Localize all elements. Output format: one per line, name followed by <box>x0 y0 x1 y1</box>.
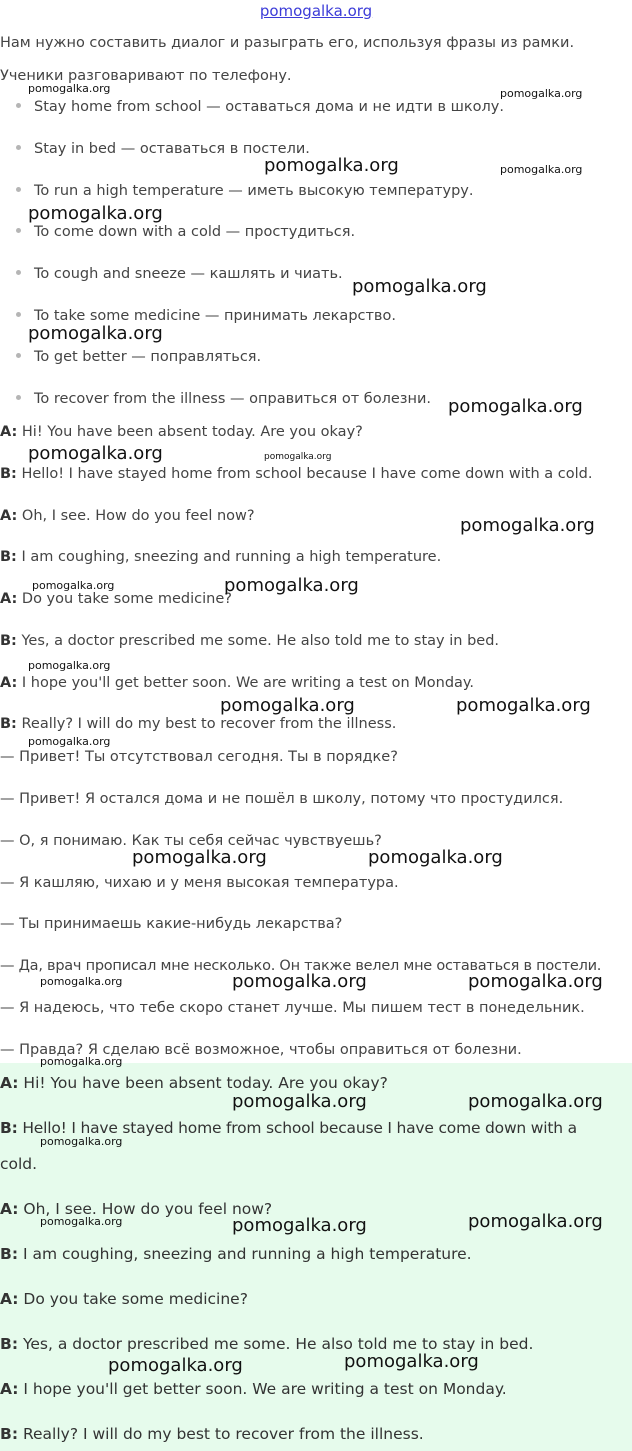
watermark: pomogalka.org <box>232 971 367 992</box>
watermark: pomogalka.org <box>460 515 595 536</box>
list-item <box>16 97 504 117</box>
dialogue-text: cold. <box>0 1155 38 1173</box>
watermark: pomogalka.org <box>264 452 332 462</box>
bullet-icon <box>16 228 21 233</box>
watermark: pomogalka.org <box>500 163 583 176</box>
watermark: pomogalka.org <box>468 1211 603 1232</box>
dialogue-text: Do you take some medicine? <box>17 591 232 607</box>
dialogue-line <box>0 673 474 693</box>
dialogue-line <box>0 1242 472 1266</box>
watermark: pomogalka.org <box>132 847 267 868</box>
watermark: pomogalka.org <box>368 847 503 868</box>
watermark: pomogalka.org <box>352 276 487 297</box>
bullet-icon <box>16 395 21 400</box>
speaker-label: B: <box>0 633 17 649</box>
watermark: pomogalka.org <box>500 87 583 100</box>
dialogue-text: Hi! You have been absent today. Are you okay? <box>18 1074 388 1092</box>
dialogue-text: Hi! You have been absent today. Are you okay? <box>17 424 363 440</box>
watermark: pomogalka.org <box>28 443 163 464</box>
phrase-text: To cough and sneeze — кашлять и чиать. <box>34 266 343 282</box>
dialogue-text: I am coughing, sneezing and running a high temperature. <box>16 549 442 565</box>
watermark: pomogalka.org <box>28 323 163 344</box>
dialogue-text: I hope you'll get better soon. We are writing a test on Monday. <box>17 675 475 691</box>
speaker-label: B: <box>0 466 17 482</box>
dialogue-text: I hope you'll get better soon. We are writing a test on Monday. <box>18 1380 507 1398</box>
phrase-text: Stay home from school — оставаться дома и не идти в школу. <box>34 99 504 115</box>
dialogue-line: — Я кашляю, чихаю и у меня высокая температура. <box>0 875 399 891</box>
phrase-text: Stay in bed — оставаться в постели. <box>34 141 310 157</box>
phrase-text: To take some medicine — принимать лекарство. <box>34 308 396 324</box>
task-text: Нам нужно составить диалог и разыграть его, используя фразы из рамки. <box>0 35 575 51</box>
speaker-label: B: <box>0 716 17 732</box>
dialogue-line <box>0 714 396 734</box>
dialogue-text: I am coughing, sneezing and running a high temperature. <box>18 1245 472 1263</box>
bullet-icon <box>16 103 21 108</box>
speaker-label: A: <box>0 424 18 440</box>
speaker-label: A: <box>0 675 18 691</box>
dialogue-line: — Правда? Я сделаю всё возможное, чтобы оправиться от болезни. <box>0 1042 522 1058</box>
dialogue-line <box>0 506 255 526</box>
bullet-icon <box>16 270 21 275</box>
dialogue-line <box>0 547 441 567</box>
speaker-label: A: <box>0 1290 19 1308</box>
dialogue-line <box>0 1287 248 1311</box>
dialogue-line <box>0 589 232 609</box>
watermark: pomogalka.org <box>264 155 399 176</box>
phrase-text: To get better — поправляться. <box>34 349 262 365</box>
watermark: pomogalka.org <box>224 575 359 596</box>
watermark: pomogalka.org <box>40 1055 123 1068</box>
bullet-icon <box>16 145 21 150</box>
speaker-label: A: <box>0 1074 19 1092</box>
bullet-icon <box>16 353 21 358</box>
speaker-label: A: <box>0 591 18 607</box>
watermark: pomogalka.org <box>220 695 355 716</box>
answer-box <box>0 1063 632 1451</box>
watermark: pomogalka.org <box>448 396 583 417</box>
dialogue-text: Hello! I have stayed home from school because I have come down with a <box>17 1119 577 1137</box>
watermark: pomogalka.org <box>468 1091 603 1112</box>
list-item <box>16 389 431 409</box>
phrase-text: To recover from the illness — оправиться от болезни. <box>34 391 431 407</box>
site-title[interactable]: pomogalka.org <box>259 2 373 20</box>
phrase-text: To come down with a cold — простудиться. <box>34 224 356 240</box>
dialogue-text: Yes, a doctor prescribed me some. He also told me to stay in bed. <box>18 1335 534 1353</box>
dialogue-line: — Да, врач прописал мне несколько. Он также велел мне оставаться в постели. <box>0 958 602 974</box>
speaker-label: B: <box>0 1335 19 1353</box>
dialogue-line: — Ты принимаешь какие-нибудь лекарства? <box>0 916 343 932</box>
bullet-icon <box>16 312 21 317</box>
dialogue-line <box>0 631 499 651</box>
dialogue-line: — Привет! Ты отсутствовал сегодня. Ты в порядке? <box>0 749 398 765</box>
list-item <box>16 264 343 284</box>
bullet-icon <box>16 187 21 192</box>
dialogue-line <box>0 1377 507 1401</box>
dialogue-text: Do you take some medicine? <box>18 1290 248 1308</box>
speaker-label: B: <box>0 549 17 565</box>
watermark: pomogalka.org <box>468 971 603 992</box>
dialogue-line: — О, я понимаю. Как ты себя сейчас чувствуешь? <box>0 833 382 849</box>
watermark: pomogalka.org <box>28 659 111 672</box>
speaker-label: A: <box>0 508 18 524</box>
watermark: pomogalka.org <box>40 975 123 988</box>
watermark: pomogalka.org <box>40 1215 123 1228</box>
list-item <box>16 347 261 367</box>
watermark: pomogalka.org <box>32 579 115 592</box>
dialogue-text: Oh, I see. How do you feel now? <box>18 1200 273 1218</box>
dialogue-line <box>0 1422 424 1446</box>
dialogue-text: Really? I will do my best to recover from the illness. <box>18 1425 424 1443</box>
dialogue-line <box>0 1152 37 1176</box>
speaker-label: B: <box>0 1119 18 1137</box>
dialogue-text: Oh, I see. How do you feel now? <box>17 508 255 524</box>
speaker-label: B: <box>0 1245 19 1263</box>
speaker-label: B: <box>0 1425 19 1443</box>
watermark: pomogalka.org <box>28 203 163 224</box>
phrase-text: To run a high temperature — иметь высокую температуру. <box>34 183 474 199</box>
watermark: pomogalka.org <box>28 735 111 748</box>
dialogue-line <box>0 464 592 484</box>
watermark: pomogalka.org <box>40 1135 123 1148</box>
task-subtitle: Ученики разговаривают по телефону. <box>0 68 292 84</box>
watermark: pomogalka.org <box>344 1351 479 1372</box>
watermark: pomogalka.org <box>232 1215 367 1236</box>
list-item <box>16 222 355 242</box>
list-item <box>16 181 474 201</box>
dialogue-line: — Я надеюсь, что тебе скоро станет лучше. Мы пишем тест в понедельник. <box>0 1000 585 1016</box>
watermark: pomogalka.org <box>456 695 591 716</box>
dialogue-text: Yes, a doctor prescribed me some. He also told me to stay in bed. <box>16 633 500 649</box>
watermark: pomogalka.org <box>28 82 111 95</box>
dialogue-line: — Привет! Я остался дома и не пошёл в школу, потому что простудился. <box>0 791 564 807</box>
watermark: pomogalka.org <box>232 1091 367 1112</box>
speaker-label: A: <box>0 1380 19 1398</box>
dialogue-line <box>0 422 363 442</box>
dialogue-text: Hello! I have stayed home from school because I have come down with a cold. <box>16 466 593 482</box>
speaker-label: A: <box>0 1200 19 1218</box>
watermark: pomogalka.org <box>108 1355 243 1376</box>
dialogue-text: Really? I will do my best to recover from the illness. <box>16 716 397 732</box>
